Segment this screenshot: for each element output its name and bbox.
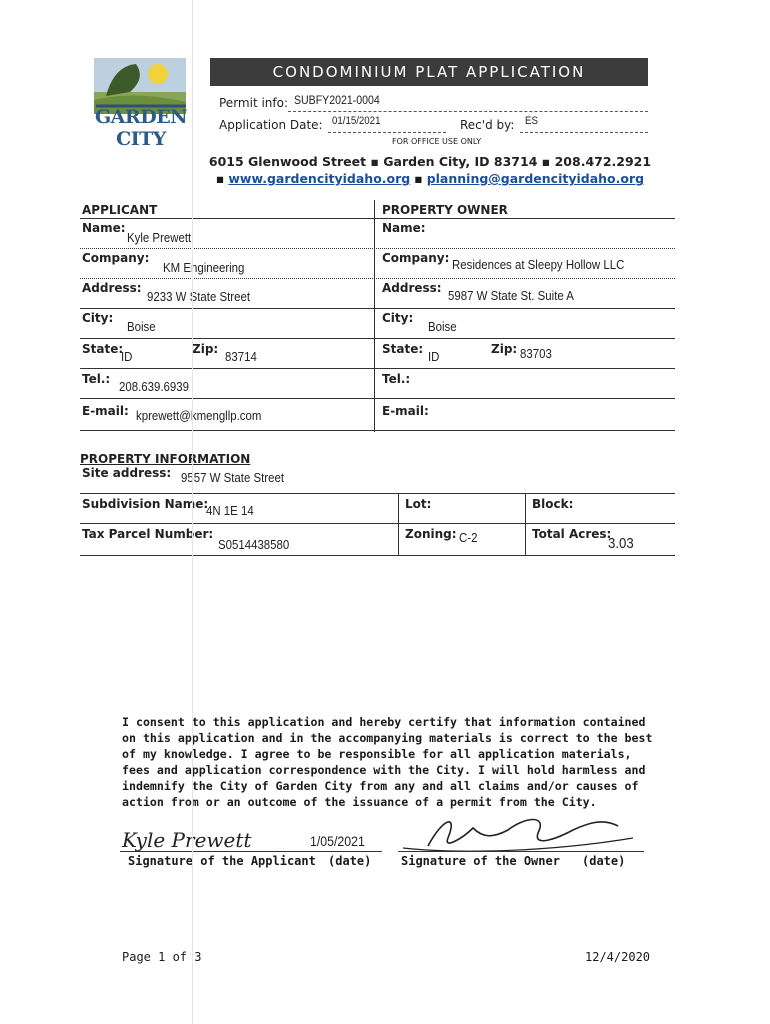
applicant-zip-value[interactable]: 83714 [225, 349, 257, 364]
owner-city-value[interactable]: Boise [428, 319, 457, 334]
owner-city-label: City: [382, 311, 414, 325]
applicant-email-value[interactable]: kprewett@kmengllp.com [136, 408, 262, 423]
applicant-company-label: Company: [82, 251, 150, 265]
city-phone: 208.472.2921 [554, 154, 652, 169]
applicant-state-label: State: [82, 342, 124, 356]
revision-date: 12/4/2020 [585, 950, 651, 964]
owner-company-label: Company: [382, 251, 450, 265]
city-location: Garden City, ID 83714 [383, 154, 538, 169]
recd-by-value[interactable]: ES [525, 115, 538, 127]
zoning-label: Zoning: [405, 527, 457, 541]
owner-address-value[interactable]: 5987 W State St. Suite A [448, 288, 574, 303]
owner-signature-label: Signature of the Owner [401, 854, 560, 868]
owner-zip-label: Zip: [491, 342, 518, 356]
recd-by-label: Rec'd by: [460, 118, 515, 132]
owner-heading: PROPERTY OWNER [382, 203, 508, 217]
city-address: 6015 Glenwood Street [208, 154, 367, 169]
tax-parcel-value[interactable]: S0514438580 [218, 537, 290, 552]
owner-name-label: Name: [382, 221, 426, 235]
applicant-city-label: City: [82, 311, 114, 325]
total-acres-value[interactable]: 3.03 [608, 535, 634, 552]
site-address-label: Site address: [82, 466, 172, 480]
consent-statement: I consent to this application and hereby certify that information contained on this application and in the accompanying materials is correct to the best of my knowledge. I agree to be responsible for all application materials, fees and application correspondence with the City. I will hold harmless and indemnify the City of Garden City from any and all claims and/or causes of action from or an outcome of the issuance of a permit from the City. [122, 715, 653, 809]
application-date-label: Application Date: [219, 118, 323, 132]
owner-zip-value[interactable]: 83703 [520, 346, 552, 361]
applicant-address-value[interactable]: 9233 W State Street [147, 289, 251, 304]
logo-text: GARDEN CITY [94, 106, 188, 150]
garden-city-logo [76, 56, 206, 150]
subdivision-value[interactable]: 4N 1E 14 [206, 503, 254, 518]
applicant-city-value[interactable]: Boise [127, 319, 156, 334]
owner-address-label: Address: [382, 281, 442, 295]
total-acres-label: Total Acres: [532, 527, 612, 541]
website-link[interactable]: www.gardencityidaho.org [228, 171, 411, 186]
page-number: Page 1 of 3 [122, 950, 202, 964]
zoning-value[interactable]: C-2 [459, 530, 478, 545]
subdivision-label: Subdivision Name: [82, 497, 209, 511]
applicant-signature[interactable]: Kyle Prewett [122, 828, 252, 852]
owner-email-label: E-mail: [382, 404, 429, 418]
permit-info-label: Permit info: [219, 96, 289, 110]
applicant-tel-label: Tel.: [82, 372, 111, 386]
applicant-zip-label: Zip: [192, 342, 219, 356]
applicant-signature-label: Signature of the Applicant [128, 854, 316, 868]
applicant-state-value[interactable]: ID [121, 349, 133, 364]
application-date-value[interactable]: 01/15/2021 [332, 115, 381, 127]
form-title: CONDOMINIUM PLAT APPLICATION [210, 58, 648, 86]
applicant-name-label: Name: [82, 221, 126, 235]
office-use-note: FOR OFFICE USE ONLY [392, 137, 482, 146]
web-line: ▪ www.gardencityidaho.org ▪ planning@gardencityidaho.org [215, 171, 645, 186]
applicant-signature-date[interactable]: 1/05/2021 [310, 833, 365, 849]
tax-parcel-label: Tax Parcel Number: [82, 527, 214, 541]
owner-state-value[interactable]: ID [428, 349, 440, 364]
applicant-heading: APPLICANT [82, 203, 158, 217]
contact-line: 6015 Glenwood Street ▪ Garden City, ID 83714 ▪ 208.472.2921 [208, 154, 652, 169]
applicant-company-value[interactable]: KM Engineering [163, 260, 245, 275]
lot-label: Lot: [405, 497, 432, 511]
owner-date-label: (date) [582, 854, 626, 868]
property-heading: PROPERTY INFORMATION [80, 452, 251, 466]
owner-company-value[interactable]: Residences at Sleepy Hollow LLC [452, 257, 625, 272]
permit-info-value[interactable]: SUBFY2021-0004 [294, 93, 380, 107]
site-address-value[interactable]: 9557 W State Street [181, 470, 285, 485]
applicant-date-label: (date) [328, 854, 372, 868]
applicant-address-label: Address: [82, 281, 142, 295]
email-link[interactable]: planning@gardencityidaho.org [426, 171, 645, 186]
applicant-name-value[interactable]: Kyle Prewett [127, 230, 192, 245]
applicant-tel-value[interactable]: 208.639.6939 [119, 379, 189, 394]
owner-state-label: State: [382, 342, 424, 356]
block-label: Block: [532, 497, 574, 511]
owner-tel-label: Tel.: [382, 372, 411, 386]
applicant-email-label: E-mail: [82, 404, 129, 418]
